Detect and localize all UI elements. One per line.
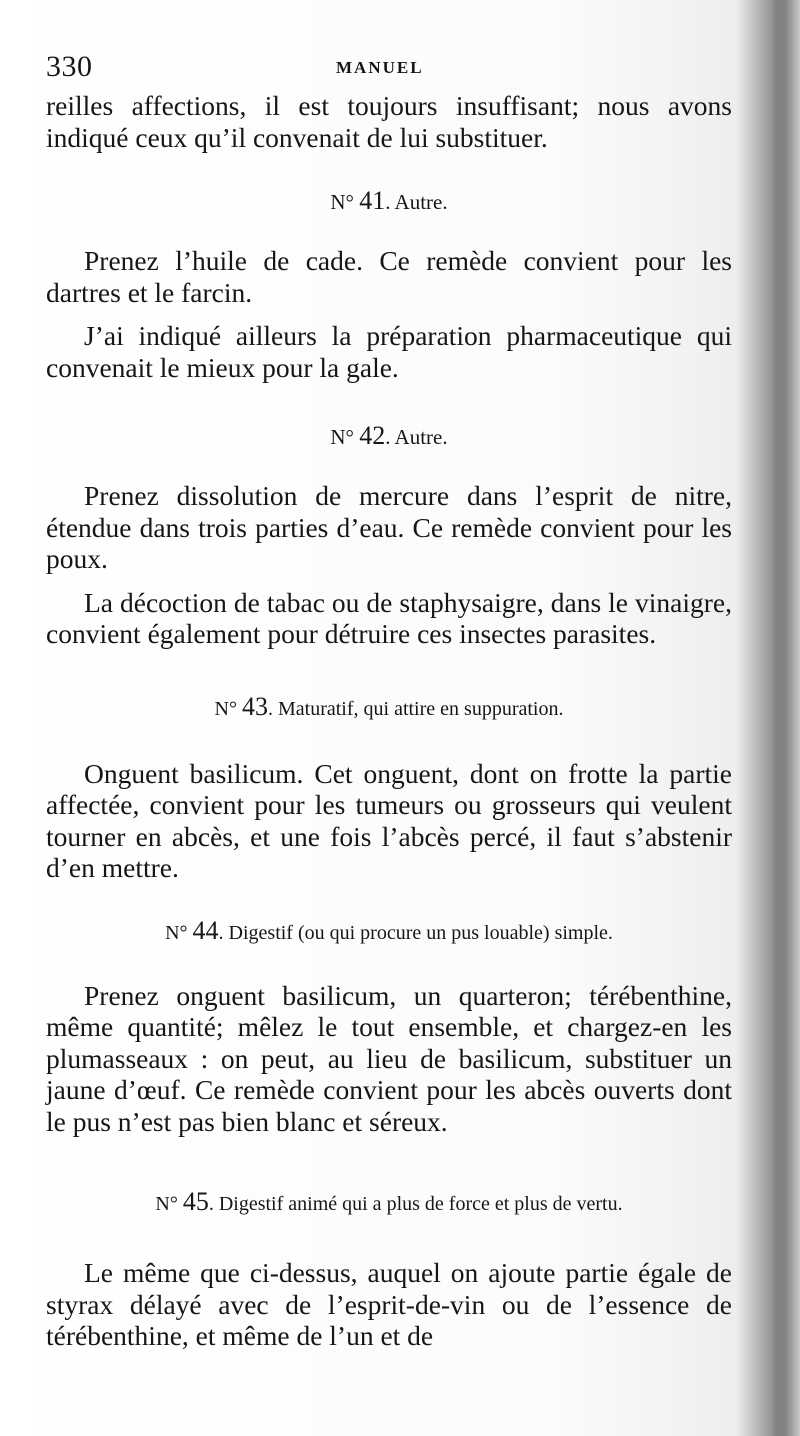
paragraph-45: Le même que ci-dessus, auquel on ajoute partie égale de styrax délayé avec de l’esprit-de-vin ou de l’essence de térébenthine, et même de l’un et de [46,1257,732,1351]
heading-prefix: N° [330,190,360,214]
heading-title: . Digestif (ou qui procure un pus louable) simple. [218,921,613,944]
paragraph-43: Onguent basilicum. Cet onguent, dont on frotte la partie affectée, convient pour les tumeurs ou grosseurs qui veulent tourner en abcès, et une fois l’abcès percé, il faut s’abstenir d’en mettre. [46,757,732,883]
recipe-heading-42 [46,423,732,450]
heading-prefix: N° [330,425,360,449]
recipe-heading-43 [46,691,732,722]
paragraph-41-b: J’ai indiqué ailleurs la préparation pharmaceutique qui convenait le mieux pour la gale. [46,320,732,383]
heading-title: . Autre. [385,425,448,449]
heading-title: . Maturatif, qui attire en suppuration. [267,697,564,720]
heading-number: 45 [182,1187,209,1216]
page-edge-shadow [772,0,800,1436]
page-number: 330 [46,50,93,83]
paragraph-42-b: La décoction de tabac ou de staphysaigre, dans le vinaigre, convient également pour détruire ces insectes parasites. [46,586,732,649]
paragraph-intro: reilles affections, il est toujours insuffisant; nous avons indiqué ceux qu’il convenait de lui substituer. [46,90,732,153]
heading-prefix: N° [214,697,242,720]
heading-title: . Digestif animé qui a plus de force et plus de vertu. [208,1193,623,1215]
running-title: MANUEL [336,58,424,77]
recipe-heading-45 [46,1189,732,1217]
paragraph-42-a: Prenez dissolution de mercure dans l’esprit de nitre, étendue dans trois parties d’eau. Ce remède convient pour les poux. [46,480,732,574]
heading-number: 41 [359,186,386,215]
page-header [46,50,726,90]
recipe-heading-44 [46,915,732,946]
heading-number: 42 [359,421,386,450]
paragraph-44: Prenez onguent basilicum, un quarteron; térébenthine, même quantité; mêlez le tout ensemble, et chargez-en les plumasseaux : on peut, au lieu de basilicum, substituer un jaune d’œuf. Ce remède convient pour les abcès ouverts dont le pus n’est pas bien blanc et séreux. [46,979,732,1137]
heading-prefix: N° [165,921,193,944]
page-body [46,90,732,1352]
paragraph-41-a: Prenez l’huile de cade. Ce remède convient pour les dartres et le farcin. [46,245,732,308]
heading-number: 44 [192,915,219,945]
recipe-heading-41 [46,188,732,215]
heading-title: . Autre. [385,190,448,214]
heading-number: 43 [241,691,268,721]
heading-prefix: N° [155,1193,183,1215]
